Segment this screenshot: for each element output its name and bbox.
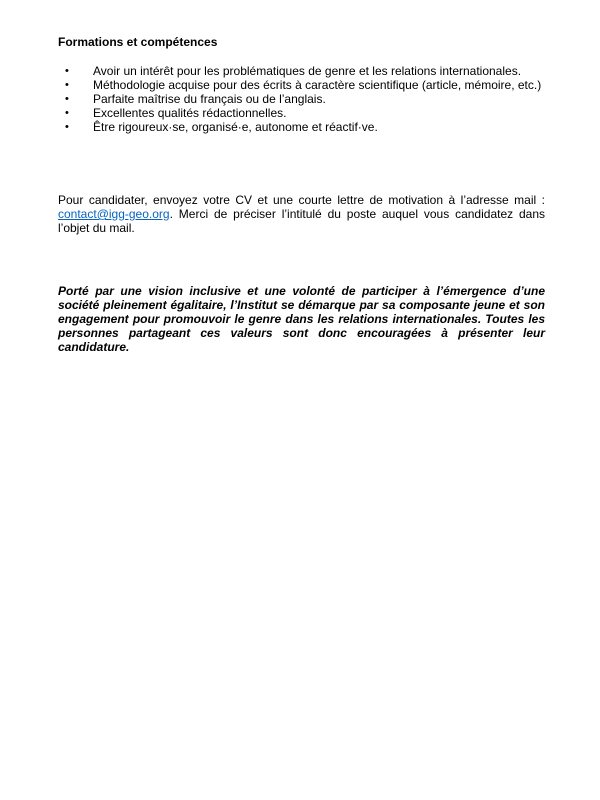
- bullet-icon: •: [65, 65, 69, 77]
- list-item-text: Avoir un intérêt pour les problématiques de genre et les relations internationales.: [93, 64, 522, 78]
- application-paragraph: [58, 193, 545, 235]
- list-item: [58, 78, 545, 92]
- application-text-before: Pour candidater, envoyez votre CV et une courte lettre de motivation à l’adresse mail :: [58, 193, 545, 207]
- list-item-text: Parfaite maîtrise du français ou de l’anglais.: [93, 92, 326, 106]
- email-link[interactable]: contact@igg-geo.org: [58, 207, 170, 221]
- list-item-text: Méthodologie acquise pour des écrits à caractère scientifique (article, mémoire, etc.): [93, 78, 542, 92]
- bullet-icon: •: [65, 121, 69, 133]
- skills-list: [58, 64, 545, 134]
- closing-statement: Porté par une vision inclusive et une volonté de participer à l’émergence d’une société pleinement égalitaire, l’Institut se démarque par sa composante jeune et son engagement pour promouvoir le genre dans les relations internationales. Toutes les personnes partageant ces valeurs sont donc encouragées à présenter leur candidature.: [58, 284, 545, 354]
- bullet-icon: •: [65, 93, 69, 105]
- list-item: [58, 106, 545, 120]
- list-item: [58, 120, 545, 134]
- list-item: [58, 92, 545, 106]
- bullet-icon: •: [65, 79, 69, 91]
- application-text-after: . Merci de préciser l’intitulé du poste auquel vous candidatez dans l’objet du mail.: [58, 207, 545, 235]
- list-item-text: Être rigoureux·se, organisé·e, autonome et réactif·ve.: [93, 120, 378, 134]
- list-item: [58, 64, 545, 78]
- bullet-icon: •: [65, 107, 69, 119]
- list-item-text: Excellentes qualités rédactionnelles.: [93, 106, 287, 120]
- section-title: Formations et compétences: [58, 35, 218, 49]
